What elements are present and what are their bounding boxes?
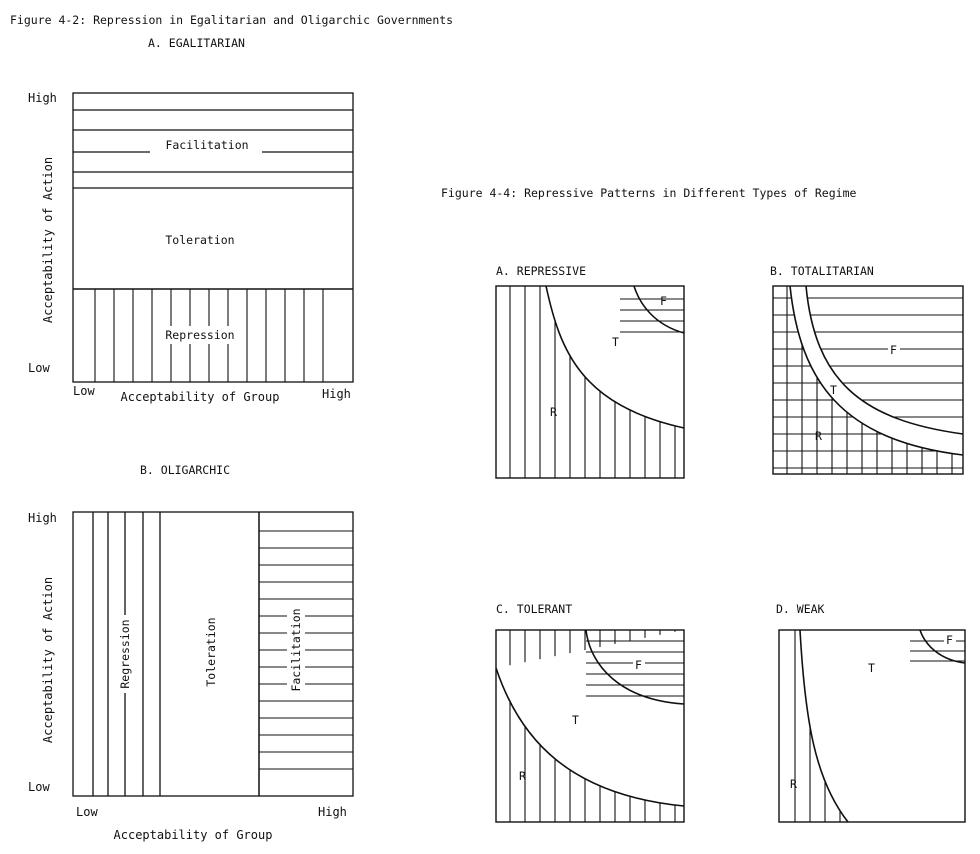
panel-a-title: A. EGALITARIAN	[148, 36, 245, 50]
facilitation-label: Facilitation	[289, 608, 303, 692]
y-high-label: High	[28, 91, 57, 105]
panel-c-title: C. TOLERANT	[496, 602, 573, 616]
facilitation-label: Facilitation	[165, 138, 249, 152]
panel-repressive	[496, 264, 684, 478]
y-low-label: Low	[28, 780, 50, 794]
x-high-label: High	[318, 805, 347, 819]
r-label: R	[790, 777, 797, 791]
panel-oligarchic	[28, 463, 353, 842]
facilitation-hatch	[259, 531, 353, 769]
panel-a-title: A. REPRESSIVE	[496, 264, 587, 278]
f-label: F	[890, 343, 897, 357]
panel-d-title: D. WEAK	[776, 602, 825, 616]
panel-b-title: B. OLIGARCHIC	[140, 463, 231, 477]
figure-4-2-title: Figure 4-2: Repression in Egalitarian and Oligarchic Governments	[10, 13, 454, 27]
x-axis-label: Acceptability of Group	[120, 390, 280, 404]
panel-totalitarian	[770, 264, 963, 474]
toleration-label: Toleration	[204, 617, 218, 687]
x-axis-label: Acceptability of Group	[113, 828, 273, 842]
y-high-label: High	[28, 511, 57, 525]
x-low-label: Low	[73, 384, 95, 398]
r-label: R	[815, 429, 822, 443]
y-axis-label: Acceptability of Action	[41, 576, 55, 744]
toleration-label: Toleration	[165, 233, 235, 247]
panel-egalitarian	[28, 36, 353, 404]
regression-label: Regression	[118, 619, 132, 689]
r-label: R	[519, 769, 526, 783]
y-low-label: Low	[28, 361, 50, 375]
x-high-label: High	[322, 387, 351, 401]
t-label: T	[572, 713, 579, 727]
f-label: F	[635, 658, 642, 672]
panel-tolerant	[496, 602, 684, 822]
f-label: F	[660, 294, 667, 308]
panel-weak	[776, 602, 965, 822]
f-label: F	[946, 633, 953, 647]
y-axis-label: Acceptability of Action	[41, 156, 55, 324]
t-label: T	[612, 335, 619, 349]
t-label: T	[868, 661, 875, 675]
x-low-label: Low	[76, 805, 98, 819]
r-label: R	[550, 405, 557, 419]
t-label: T	[830, 383, 837, 397]
figure-4-4-title: Figure 4-4: Repressive Patterns in Different Types of Regime	[441, 186, 857, 200]
repression-label: Repression	[165, 328, 235, 342]
panel-b-title: B. TOTALITARIAN	[770, 264, 874, 278]
